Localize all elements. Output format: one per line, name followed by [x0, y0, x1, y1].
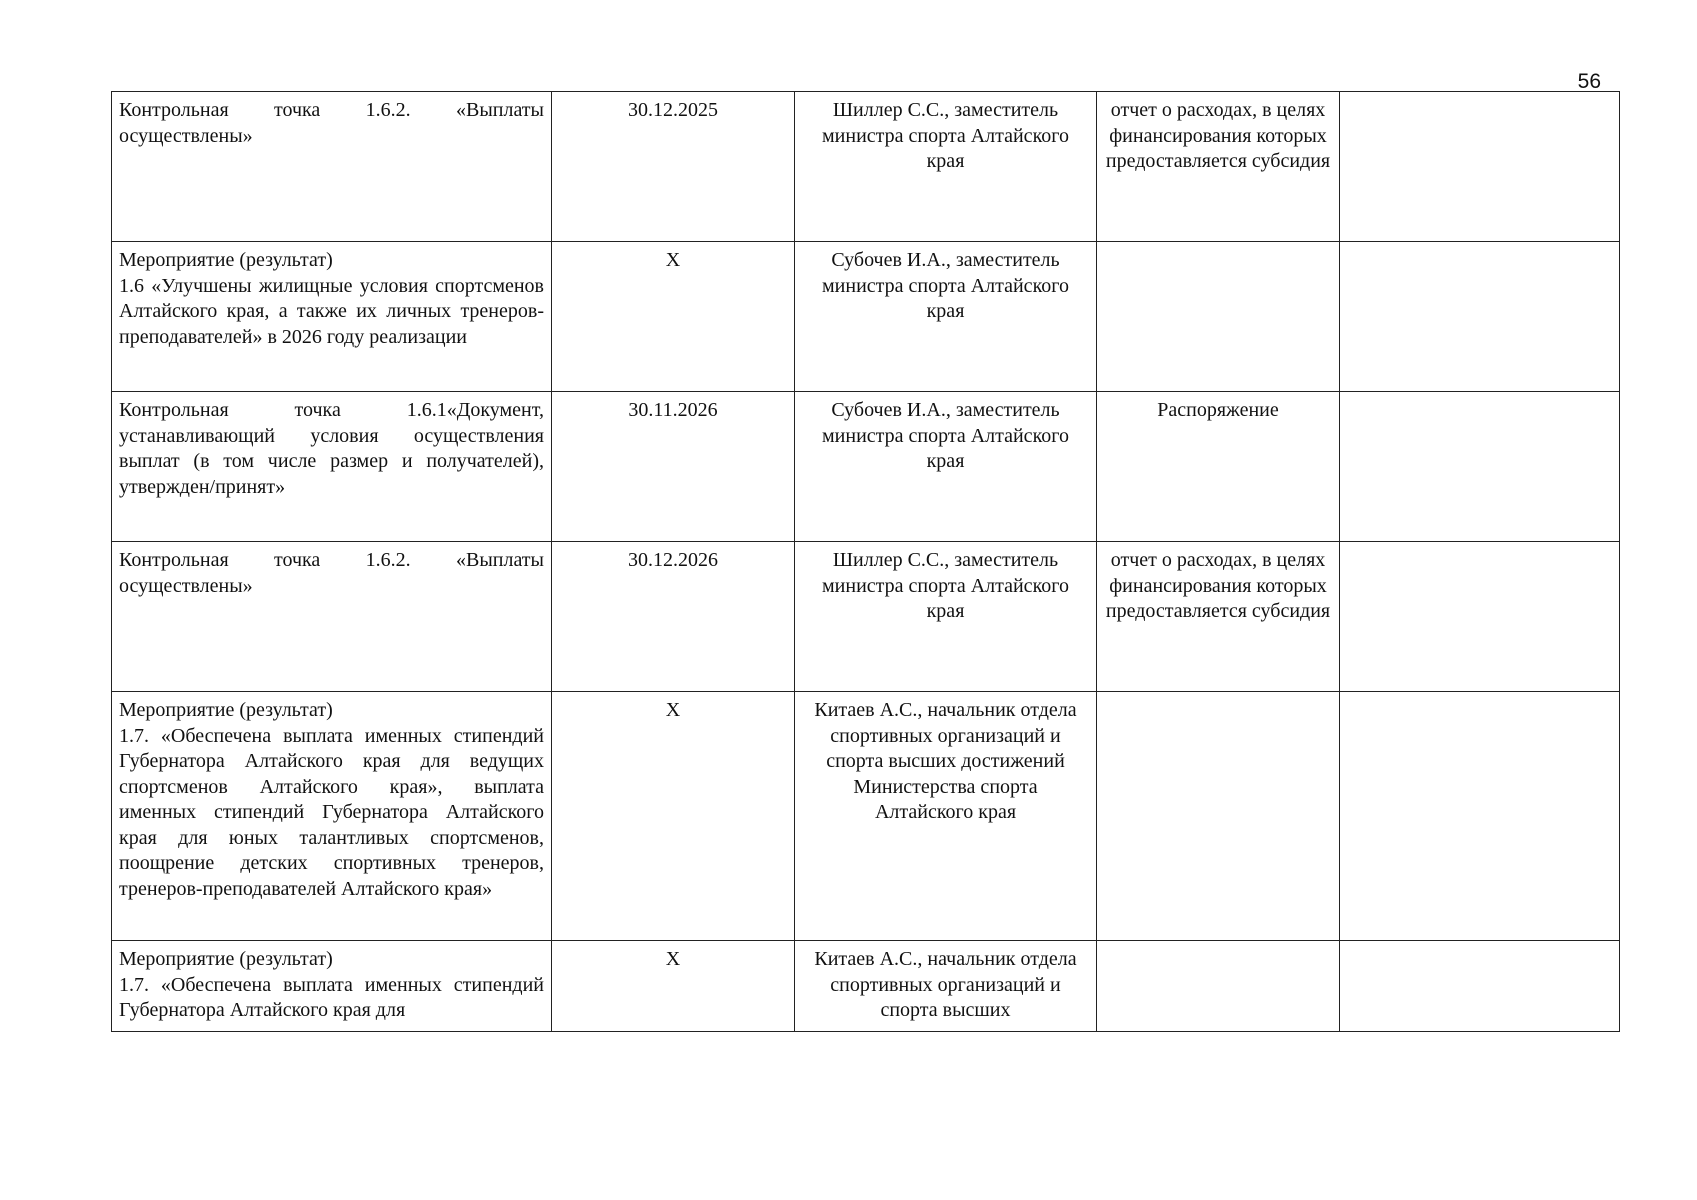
table-row — [112, 392, 1620, 542]
date-cell: 30.12.2025 — [552, 92, 795, 242]
description-text: 1.6 «Улучшены жилищные условия спортсменов Алтайского края, а также их личных тренеров-преподавателей» в 2026 году реализации — [119, 274, 544, 348]
table-row — [112, 692, 1620, 941]
document-cell: Распоряжение — [1097, 392, 1340, 542]
responsible-cell: Китаев А.С., начальник отдела спортивных организаций и спорта высших достижений Министерства спорта Алтайского края — [795, 692, 1097, 941]
description-cell — [112, 392, 552, 542]
date-cell: Х — [552, 242, 795, 392]
extra-cell — [1340, 242, 1620, 392]
table-row — [112, 242, 1620, 392]
description-text: Контрольная точка 1.6.2. «Выплаты осуществлены» — [119, 99, 544, 147]
description-cell — [112, 242, 552, 392]
date-cell: Х — [552, 692, 795, 941]
description-cell — [112, 542, 552, 692]
description-text: Контрольная точка 1.6.1«Документ, устанавливающий условия осуществления выплат (в том числе размер и получателей), утвержден/принят» — [119, 399, 544, 498]
description-text: 1.7. «Обеспечена выплата именных стипендий Губернатора Алтайского края для — [119, 973, 544, 1021]
extra-cell — [1340, 692, 1620, 941]
date-cell: Х — [552, 941, 795, 1032]
date-cell: 30.12.2026 — [552, 542, 795, 692]
description-cell — [112, 692, 552, 941]
description-heading: Мероприятие (результат) — [119, 699, 333, 721]
extra-cell — [1340, 92, 1620, 242]
plan-table — [111, 91, 1620, 1032]
extra-cell — [1340, 542, 1620, 692]
description-cell — [112, 941, 552, 1032]
description-heading: Мероприятие (результат) — [119, 948, 333, 970]
document-cell: отчет о расходах, в целях финансирования которых предоставляется субсидия — [1097, 542, 1340, 692]
responsible-cell: Шиллер С.С., заместитель министра спорта Алтайского края — [795, 542, 1097, 692]
date-cell: 30.11.2026 — [552, 392, 795, 542]
table-row — [112, 941, 1620, 1032]
responsible-cell: Субочев И.А., заместитель министра спорта Алтайского края — [795, 392, 1097, 542]
document-cell — [1097, 692, 1340, 941]
responsible-cell: Шиллер С.С., заместитель министра спорта Алтайского края — [795, 92, 1097, 242]
description-cell — [112, 92, 552, 242]
responsible-cell: Субочев И.А., заместитель министра спорта Алтайского края — [795, 242, 1097, 392]
table-row — [112, 92, 1620, 242]
extra-cell — [1340, 941, 1620, 1032]
document-cell — [1097, 242, 1340, 392]
description-heading: Мероприятие (результат) — [119, 249, 333, 271]
description-text: Контрольная точка 1.6.2. «Выплаты осуществлены» — [119, 549, 544, 597]
table-row — [112, 542, 1620, 692]
page-number: 56 — [1577, 70, 1601, 93]
extra-cell — [1340, 392, 1620, 542]
document-cell — [1097, 941, 1340, 1032]
responsible-cell: Китаев А.С., начальник отдела спортивных организаций и спорта высших — [795, 941, 1097, 1032]
document-cell: отчет о расходах, в целях финансирования которых предоставляется субсидия — [1097, 92, 1340, 242]
description-text: 1.7. «Обеспечена выплата именных стипендий Губернатора Алтайского края для ведущих спортсменов Алтайского края», выплата именных стипендий Губернатора Алтайского края для юных талантливых спортсменов, поощрение детских спортивных тренеров, тренеров-преподавателей Алтайского края» — [119, 724, 544, 900]
